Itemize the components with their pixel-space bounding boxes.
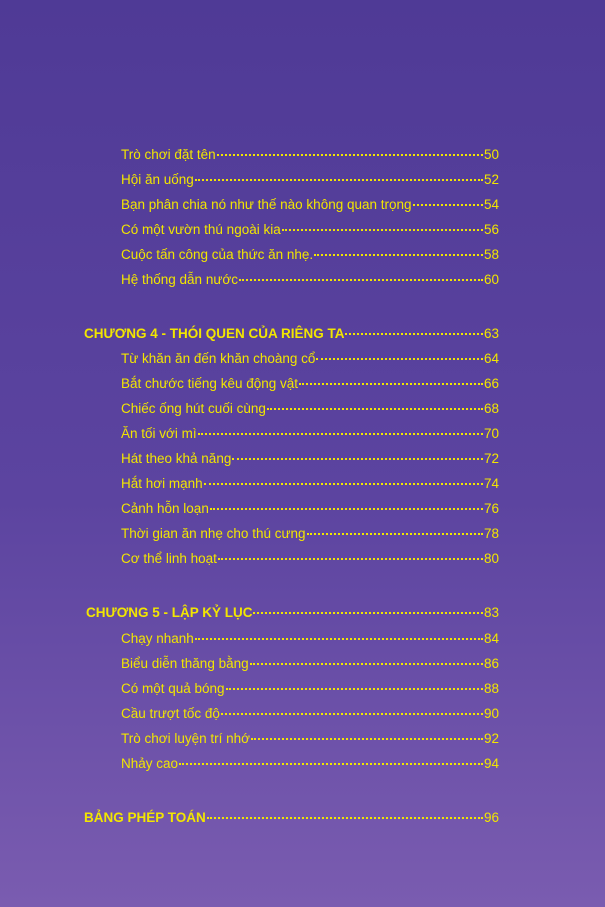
toc-entry[interactable] [0,399,605,419]
toc-entry-page: 60 [483,272,499,287]
toc-chapter-heading[interactable] [0,603,605,623]
toc-entry-page: 78 [483,526,499,541]
dot-leader [251,737,483,740]
toc-entry[interactable] [0,524,605,544]
toc-entry-title: Cuộc tấn công của thức ăn nhẹ. [121,247,314,262]
toc-entry-title: Chạy nhanh [121,631,194,646]
toc-entry-page: 54 [483,197,499,212]
toc-entry[interactable] [0,220,605,240]
toc-chapter-title: CHƯƠNG 5 - LẬP KỶ LỤC [86,605,253,620]
toc-entry[interactable] [0,474,605,494]
dot-leader [316,357,483,360]
toc-chapter-page: 83 [483,605,499,620]
toc-entry-title: Hắt hơi mạnh [121,476,203,491]
toc-entry-title: Chiếc ống hút cuối cùng [121,401,266,416]
toc-entry-page: 80 [483,551,499,566]
toc-entry-page: 94 [483,756,499,771]
toc-entry-page: 84 [483,631,499,646]
toc-chapter-page: 63 [483,326,499,341]
toc-entry[interactable] [0,449,605,469]
toc-entry-page: 58 [483,247,499,262]
toc-appendix-title: BẢNG PHÉP TOÁN [84,810,206,825]
toc-entry[interactable] [0,349,605,369]
toc-entry-title: Thời gian ăn nhẹ cho thú cưng [121,526,306,541]
dot-leader [218,557,483,560]
toc-appendix-page: 96 [483,810,499,825]
toc-entry[interactable] [0,170,605,190]
toc-entry-title: Hệ thống dẫn nước [121,272,238,287]
toc-entry[interactable] [0,499,605,519]
dot-leader [307,532,483,535]
toc-entry[interactable] [0,654,605,674]
toc-chapter-heading[interactable] [0,324,605,344]
toc-entry-page: 88 [483,681,499,696]
toc-entry[interactable] [0,270,605,290]
toc-entry-title: Cảnh hỗn loạn [121,501,209,516]
toc-entry-page: 66 [483,376,499,391]
dot-leader [226,687,483,690]
toc-entry-page: 92 [483,731,499,746]
dot-leader [345,332,483,335]
toc-entry-title: Bạn phân chia nó như thế nào không quan trọng [121,197,412,212]
toc-entry[interactable] [0,729,605,749]
dot-leader [250,662,483,665]
toc-entry-page: 72 [483,451,499,466]
dot-leader [253,611,482,614]
dot-leader [198,432,483,435]
toc-entry[interactable] [0,704,605,724]
dot-leader [299,382,483,385]
dot-leader [210,507,483,510]
toc-entry-title: Biểu diễn thăng bằng [121,656,249,671]
dot-leader [217,153,483,156]
toc-entry[interactable] [0,195,605,215]
toc-entry-page: 68 [483,401,499,416]
toc-entry-title: Bắt chước tiếng kêu động vật [121,376,298,391]
toc-entry-page: 64 [483,351,499,366]
toc-appendix-heading[interactable] [0,808,605,828]
toc-entry-title: Cơ thể linh hoạt [121,551,217,566]
dot-leader [179,762,483,765]
toc-entry[interactable] [0,245,605,265]
toc-entry[interactable] [0,549,605,569]
dot-leader [204,482,483,485]
dot-leader [267,407,483,410]
toc-entry-title: Hội ăn uống [121,172,194,187]
toc-entry-title: Trò chơi luyện trí nhớ [121,731,251,746]
toc-entry-title: Cầu trượt tốc độ [121,706,220,721]
toc-entry-title: Có một vườn thú ngoài kia [121,222,281,237]
toc-entry[interactable] [0,679,605,699]
toc-entry-title: Có một quả bóng [121,681,225,696]
toc-entry-title: Từ khăn ăn đến khăn choàng cổ [121,351,316,366]
toc-entry[interactable] [0,424,605,444]
toc-entry[interactable] [0,145,605,165]
toc-entry-page: 86 [483,656,499,671]
toc-entry-page: 76 [483,501,499,516]
toc-entry-page: 56 [483,222,499,237]
dot-leader [314,253,483,256]
toc-entry-page: 50 [483,147,499,162]
toc-entry-title: Nhảy cao [121,756,179,771]
dot-leader [239,278,483,281]
dot-leader [195,637,483,640]
toc-entry-title: Hát theo khả năng [121,451,232,466]
toc-entry[interactable] [0,374,605,394]
toc-chapter-title: CHƯƠNG 4 - THÓI QUEN CỦA RIÊNG TA [84,326,345,341]
toc-entry-title: Ăn tối với mì [121,426,197,441]
dot-leader [207,816,483,819]
toc-entry-page: 70 [483,426,499,441]
toc-entry[interactable] [0,629,605,649]
dot-leader [282,228,483,231]
dot-leader [195,178,483,181]
toc-entry-page: 74 [483,476,499,491]
toc-entry-title: Trò chơi đặt tên [121,147,216,162]
toc-entry-page: 52 [483,172,499,187]
toc-entry[interactable] [0,754,605,774]
toc-entry-page: 90 [483,706,499,721]
dot-leader [221,712,483,715]
dot-leader [232,457,483,460]
dot-leader [413,203,483,206]
